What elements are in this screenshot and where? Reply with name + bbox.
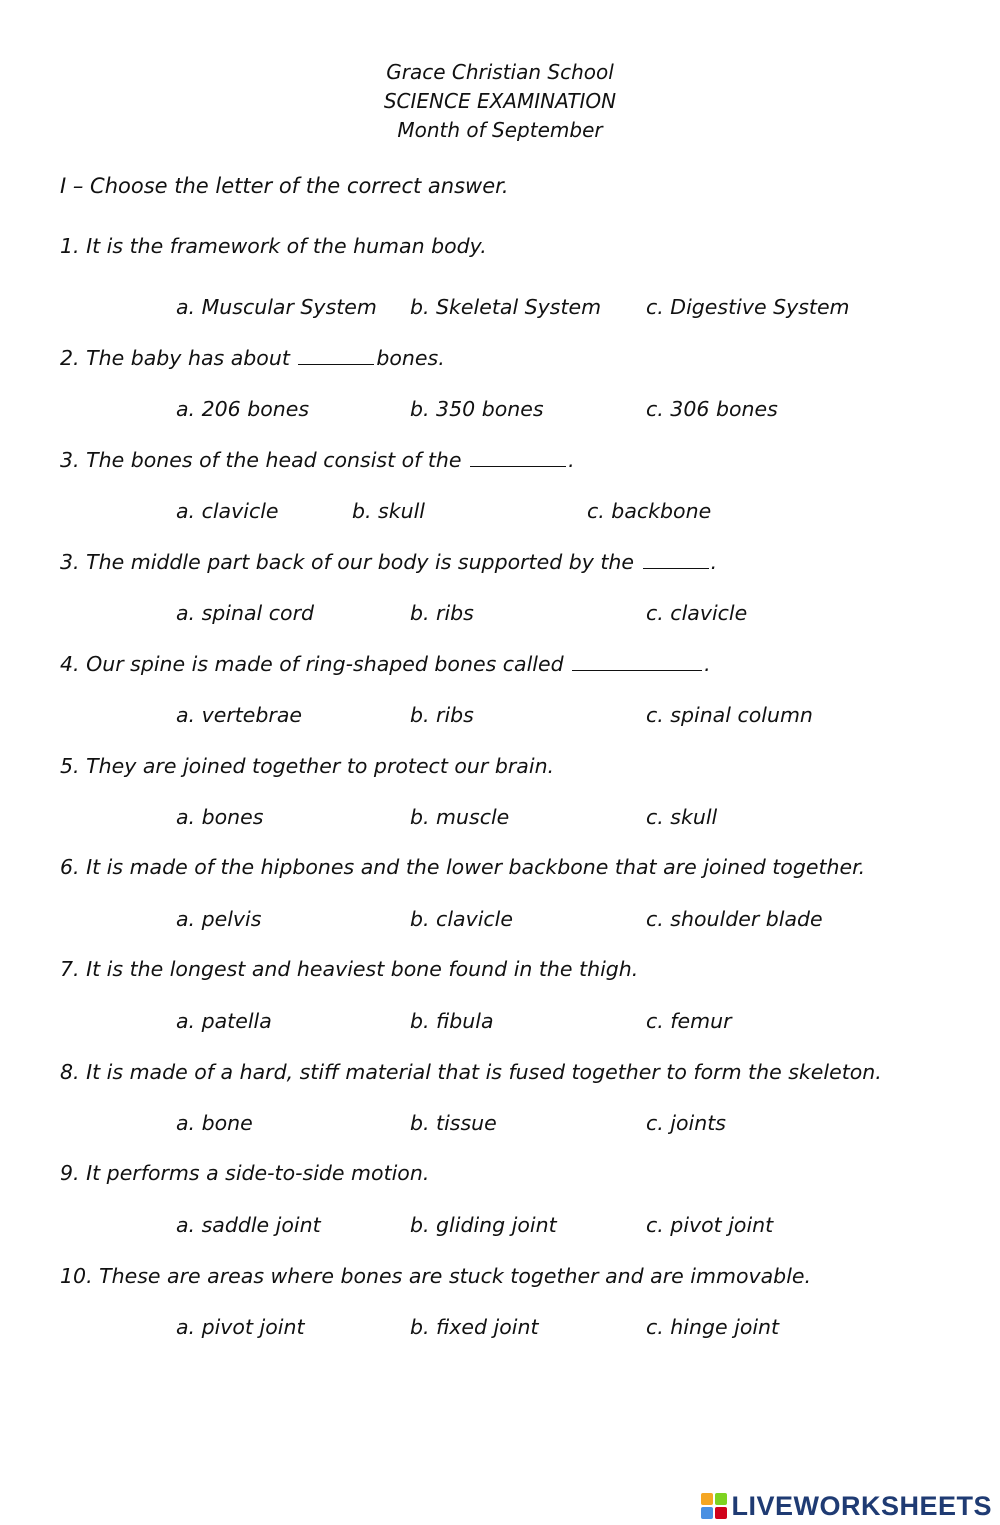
option-a[interactable]: a. spinal cord: [176, 601, 315, 625]
option-b[interactable]: b. skull: [352, 499, 425, 523]
option-c[interactable]: c. Digestive System: [646, 295, 850, 319]
question-text: 5. They are joined together to protect our brain.: [60, 754, 555, 778]
instruction: I – Choose the letter of the correct answer.: [60, 174, 509, 198]
option-c[interactable]: c. skull: [646, 805, 718, 829]
question-text: 10. These are areas where bones are stuck together and are immovable.: [60, 1264, 812, 1288]
option-c[interactable]: c. pivot joint: [646, 1213, 774, 1237]
question-text-end: .: [704, 652, 711, 676]
option-a[interactable]: a. bones: [176, 805, 264, 829]
question-text: 3. The bones of the head consist of the: [60, 448, 469, 472]
option-c[interactable]: c. femur: [646, 1009, 732, 1033]
question-text: 4. Our spine is made of ring-shaped bones called: [60, 652, 571, 676]
option-b[interactable]: b. 350 bones: [410, 397, 544, 421]
question-1: [60, 234, 487, 258]
question-text-end: .: [568, 448, 575, 472]
liveworksheets-watermark[interactable]: [701, 1488, 992, 1524]
question-text: 9. It performs a side-to-side motion.: [60, 1161, 430, 1185]
option-c[interactable]: c. spinal column: [646, 703, 813, 727]
option-a[interactable]: a. pivot joint: [176, 1315, 305, 1339]
question-9: [60, 1161, 429, 1185]
option-b[interactable]: b. fixed joint: [410, 1315, 539, 1339]
answer-blank[interactable]: [298, 348, 374, 365]
option-b[interactable]: b. Skeletal System: [410, 295, 602, 319]
question-text: 7. It is the longest and heaviest bone found in the thigh.: [60, 957, 639, 981]
question-text-end: .: [710, 550, 718, 574]
option-b[interactable]: b. ribs: [410, 601, 474, 625]
option-b[interactable]: b. fibula: [410, 1009, 494, 1033]
option-c[interactable]: c. backbone: [587, 499, 712, 523]
question-text: 8. It is made of a hard, stiff material that is fused together to form the skeleton.: [60, 1060, 882, 1084]
answer-blank[interactable]: [643, 552, 709, 569]
option-c[interactable]: c. hinge joint: [646, 1315, 780, 1339]
exam-month: Month of September: [397, 118, 603, 142]
option-a[interactable]: a. saddle joint: [176, 1213, 321, 1237]
option-a[interactable]: a. 206 bones: [176, 397, 310, 421]
watermark-text: LIVEWORKSHEETS: [731, 1490, 992, 1521]
answer-blank[interactable]: [572, 654, 702, 671]
school-name: Grace Christian School: [386, 60, 614, 84]
question-4: [60, 652, 711, 676]
question-text: 3. The middle part back of our body is supported by the: [60, 550, 641, 574]
question-5: [60, 754, 554, 778]
question-3: [60, 448, 575, 472]
question-7: [60, 957, 638, 981]
option-a[interactable]: a. vertebrae: [176, 703, 303, 727]
question-6: [60, 855, 865, 879]
question-3b: [60, 550, 717, 574]
option-b[interactable]: b. clavicle: [410, 907, 513, 931]
option-c[interactable]: c. shoulder blade: [646, 907, 823, 931]
option-b[interactable]: b. muscle: [410, 805, 510, 829]
question-text-end: bones.: [376, 346, 445, 370]
question-text: 1. It is the framework of the human body.: [60, 234, 487, 258]
option-a[interactable]: a. pelvis: [176, 907, 262, 931]
answer-blank[interactable]: [470, 450, 566, 467]
question-text: 6. It is made of the hipbones and the lower backbone that are joined together.: [60, 855, 866, 879]
option-b[interactable]: b. tissue: [410, 1111, 497, 1135]
question-8: [60, 1060, 882, 1084]
option-a[interactable]: a. clavicle: [176, 499, 279, 523]
exam-header: [0, 58, 1000, 145]
option-b[interactable]: b. ribs: [410, 703, 474, 727]
question-10: [60, 1264, 811, 1288]
option-c[interactable]: c. joints: [646, 1111, 726, 1135]
option-a[interactable]: a. patella: [176, 1009, 272, 1033]
liveworksheets-logo-icon: [701, 1493, 727, 1519]
option-a[interactable]: a. bone: [176, 1111, 253, 1135]
question-text: 2. The baby has about: [60, 346, 297, 370]
option-b[interactable]: b. gliding joint: [410, 1213, 557, 1237]
option-a[interactable]: a. Muscular System: [176, 295, 377, 319]
exam-title: SCIENCE EXAMINATION: [383, 89, 617, 113]
option-c[interactable]: c. clavicle: [646, 601, 748, 625]
option-c[interactable]: c. 306 bones: [646, 397, 778, 421]
question-2: [60, 346, 445, 370]
